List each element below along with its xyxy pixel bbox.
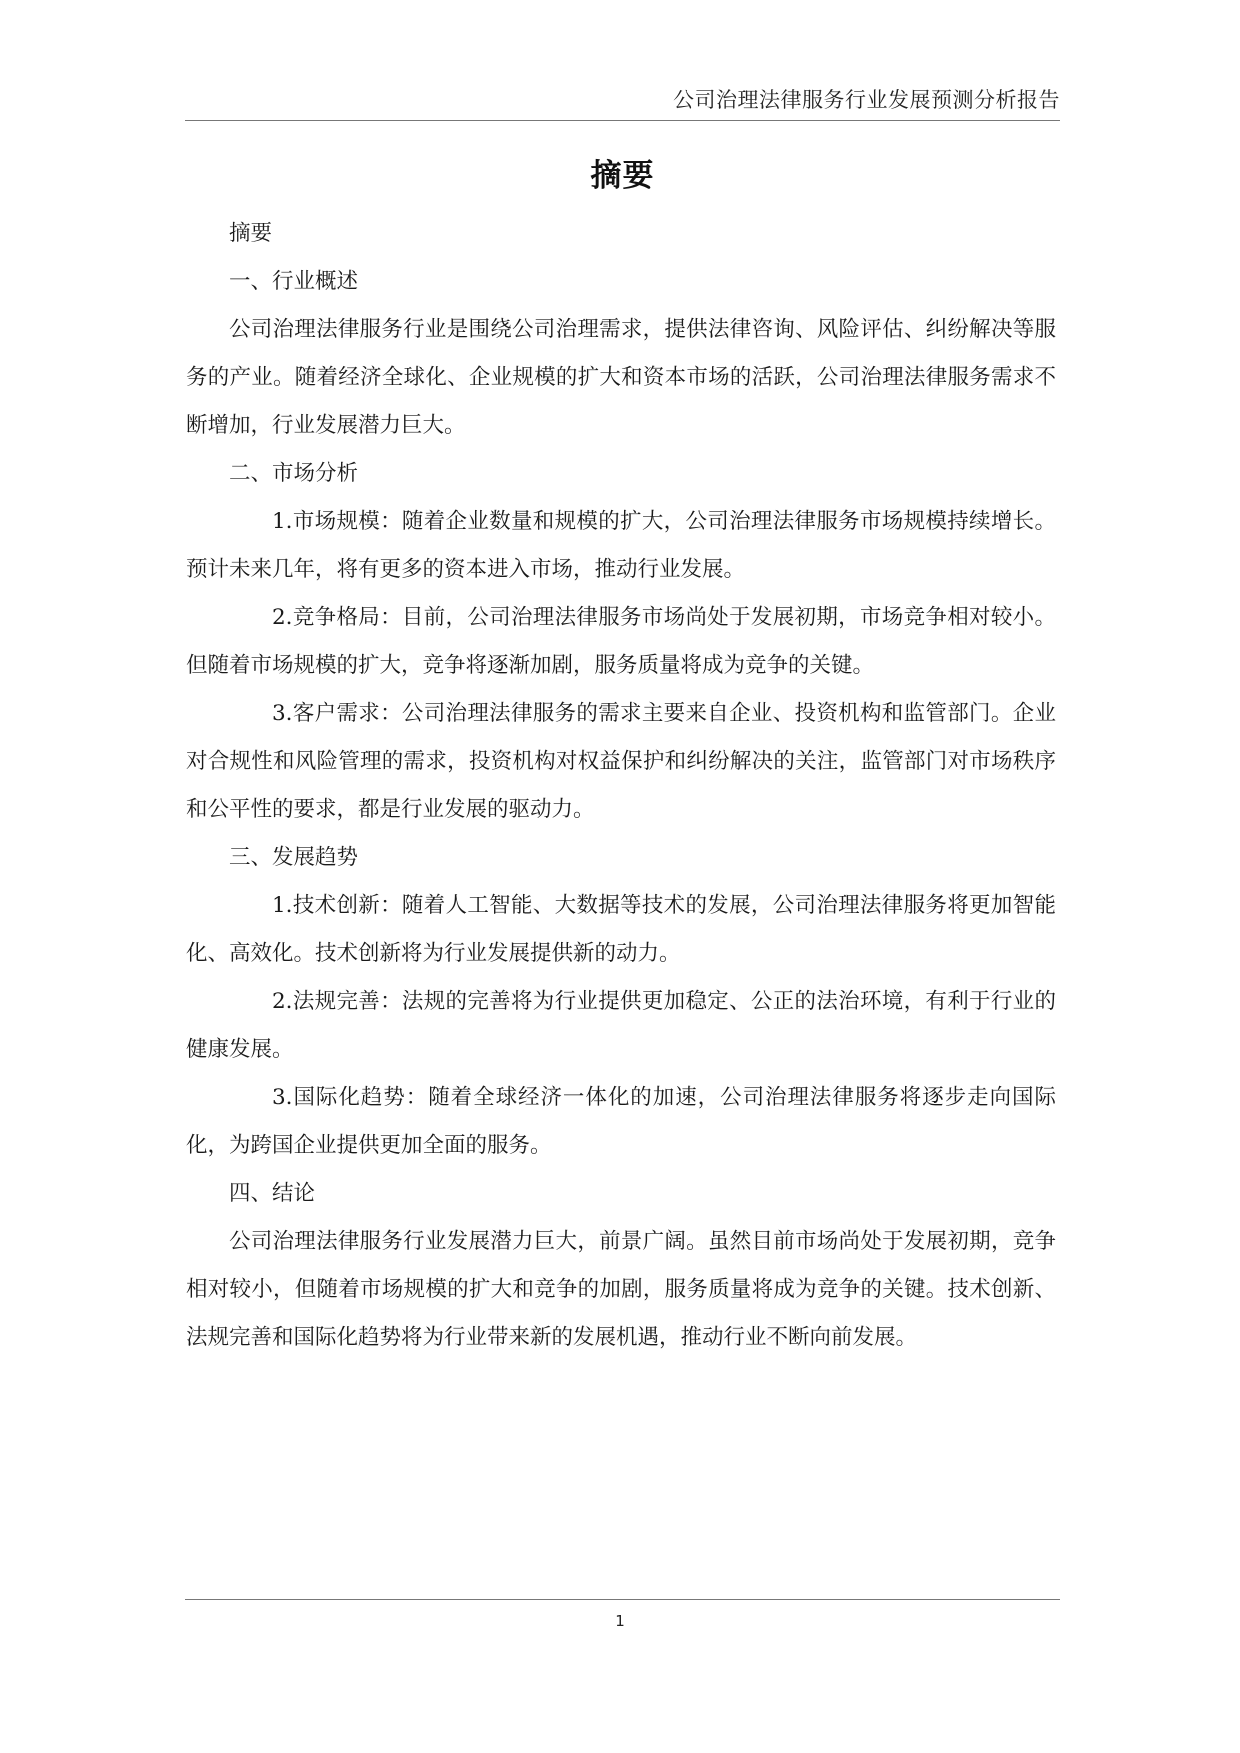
body-paragraph: 公司治理法律服务行业发展潜力巨大，前景广阔。虽然目前市场尚处于发展初期，竞争相对较小，但随着市场规模的扩大和竞争的加剧，服务质量将成为竞争的关键。技术创新、法规完善和国际化趋势将为行业带来新的发展机遇，推动行业不断向前发展。: [186, 1229, 1056, 1350]
list-item: 2.法规完善：法规的完善将为行业提供更加稳定、公正的法治环境，有利于行业的健康发展。: [186, 989, 1056, 1062]
section-heading: 二、市场分析: [229, 461, 359, 486]
list-item: 1.市场规模：随着企业数量和规模的扩大，公司治理法律服务市场规模持续增长。预计未来几年，将有更多的资本进入市场，推动行业发展。: [186, 509, 1056, 582]
body-paragraph: 公司治理法律服务行业是围绕公司治理需求，提供法律咨询、风险评估、纠纷解决等服务的产业。随着经济全球化、企业规模的扩大和资本市场的活跃，公司治理法律服务需求不断增加，行业发展潜力巨大。: [186, 317, 1056, 438]
header-divider: [185, 120, 1060, 121]
list-item: 1.技术创新：随着人工智能、大数据等技术的发展，公司治理法律服务将更加智能化、高效化。技术创新将为行业发展提供新的动力。: [186, 893, 1056, 966]
section-heading: 一、行业概述: [229, 269, 359, 294]
running-header: 公司治理法律服务行业发展预测分析报告: [673, 88, 1060, 112]
page-number: 1: [615, 1612, 625, 1630]
section-label: 摘要: [229, 221, 273, 246]
list-item: 3.客户需求：公司治理法律服务的需求主要来自企业、投资机构和监管部门。企业对合规性和风险管理的需求，投资机构对权益保护和纠纷解决的关注，监管部门对市场秩序和公平性的要求，都是行业发展的驱动力。: [186, 701, 1056, 822]
section-heading: 三、发展趋势: [229, 845, 359, 870]
list-item: 2.竞争格局：目前，公司治理法律服务市场尚处于发展初期，市场竞争相对较小。但随着市场规模的扩大，竞争将逐渐加剧，服务质量将成为竞争的关键。: [186, 605, 1056, 678]
footer-divider: [185, 1599, 1060, 1600]
document-body: [186, 210, 1056, 1362]
page-title: 摘要: [590, 158, 655, 194]
list-item: 3.国际化趋势：随着全球经济一体化的加速，公司治理法律服务将逐步走向国际化，为跨国企业提供更加全面的服务。: [186, 1085, 1056, 1158]
section-heading: 四、结论: [229, 1181, 316, 1206]
